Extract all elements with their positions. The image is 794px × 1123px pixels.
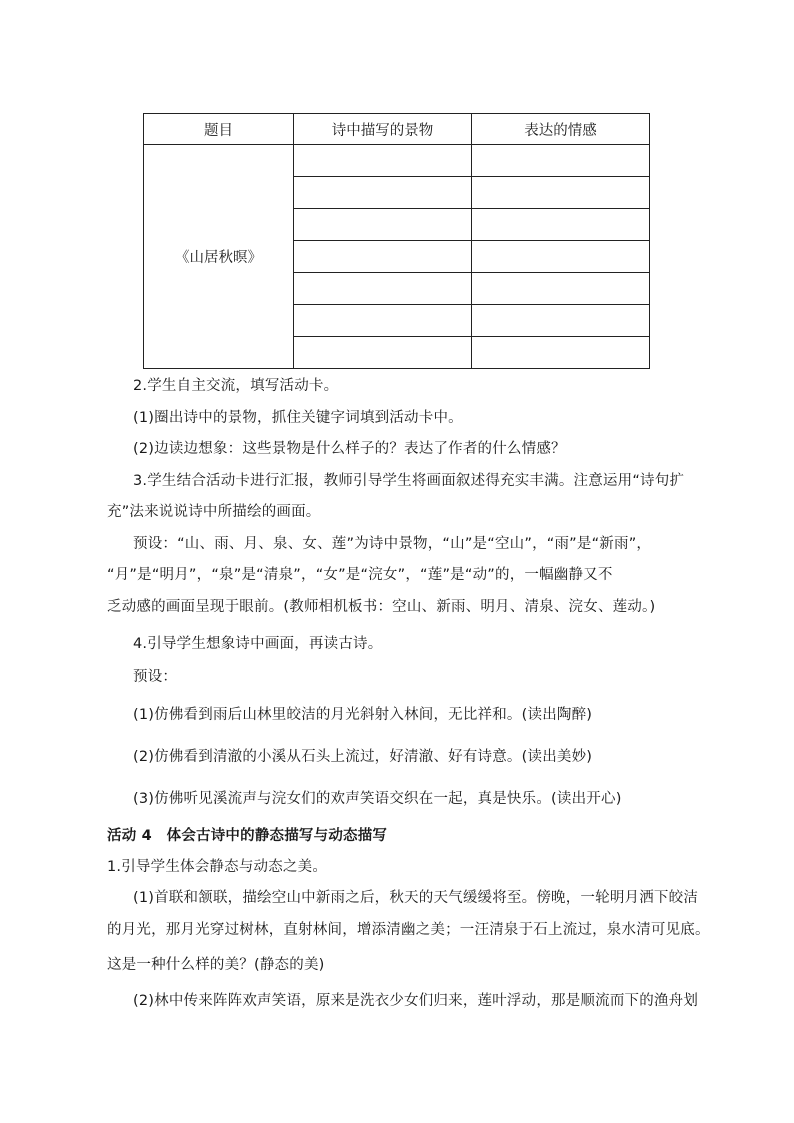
table-cell [294, 177, 472, 209]
table-cell [472, 241, 650, 273]
step-2-item-1: (1)圈出诗中的景物，抓住关键字词填到活动卡中。 [133, 410, 463, 426]
step-4-text: 4.引导学生想象诗中画面，再读古诗。 [133, 636, 383, 652]
table-row [144, 145, 650, 177]
preset-item-3: (3)仿佛听见溪流声与浣女们的欢声笑语交织在一起，真是快乐。(读出开心) [133, 791, 622, 807]
table-cell [294, 305, 472, 337]
poem-title-cell: 《山居秋暝》 [144, 145, 294, 369]
table-cell [472, 209, 650, 241]
step-2-item-2: (2)边读边想象：这些景物是什么样子的？表达了作者的什么情感？ [133, 441, 566, 457]
table-cell [472, 145, 650, 177]
preset-paragraph-cont-2: 乏动感的画面呈现于眼前。(教师相机板书：空山、新雨、明月、清泉、浣女、莲动。) [107, 599, 656, 615]
table-cell [472, 305, 650, 337]
activity-4-item-2: (2)林中传来阵阵欢声笑语，原来是洗衣少女们归来，莲叶浮动，那是顺流而下的渔舟划 [133, 993, 699, 1009]
preset-paragraph: 预设：“山、雨、月、泉、女、莲”为诗中景物，“山”是“空山”，“雨”是“新雨”， [133, 536, 652, 552]
activity-card-table [143, 113, 650, 369]
table-cell [294, 273, 472, 305]
header-title: 题目 [144, 114, 294, 145]
preset-item-2: (2)仿佛看到清澈的小溪从石头上流过，好清澈、好有诗意。(读出美妙) [133, 749, 593, 765]
header-emotion: 表达的情感 [472, 114, 650, 145]
table-cell [472, 177, 650, 209]
header-scenery: 诗中描写的景物 [294, 114, 472, 145]
table-cell [472, 337, 650, 369]
table-cell [294, 209, 472, 241]
activity-4-step-1: 1.引导学生体会静态与动态之美。 [107, 859, 328, 875]
table-cell [472, 273, 650, 305]
step-3-text-cont: 充”法来说说诗中所描绘的画面。 [107, 504, 321, 520]
table-cell [294, 241, 472, 273]
activity-4-item-1: (1)首联和颔联，描绘空山中新雨之后，秋天的天气缓缓将至。傍晚，一轮明月洒下皎洁 [133, 890, 699, 906]
preset-paragraph-cont-1: “月”是“明月”，“泉”是“清泉”，“女”是“浣女”，“莲”是“动”的，一幅幽静又不 [107, 567, 613, 583]
table-header-row [144, 114, 650, 145]
step-3-text: 3.学生结合活动卡进行汇报，教师引导学生将画面叙述得充实丰满。注意运用“诗句扩 [133, 473, 685, 489]
activity-4-heading: 活动 4 体会古诗中的静态描写与动态描写 [107, 828, 388, 844]
table-cell [294, 145, 472, 177]
preset-item-1: (1)仿佛看到雨后山林里皎洁的月光斜射入林间，无比祥和。(读出陶醉) [133, 707, 593, 723]
table-cell [294, 337, 472, 369]
activity-4-item-1-cont: 的月光，那月光穿过树林，直射林间，增添清幽之美；一汪清泉于石上流过，泉水清可见底。 [107, 922, 710, 938]
preset-label: 预设： [133, 669, 178, 685]
step-2-text: 2.学生自主交流，填写活动卡。 [133, 378, 339, 394]
activity-4-item-1-question: 这是一种什么样的美？(静态的美) [107, 957, 325, 973]
